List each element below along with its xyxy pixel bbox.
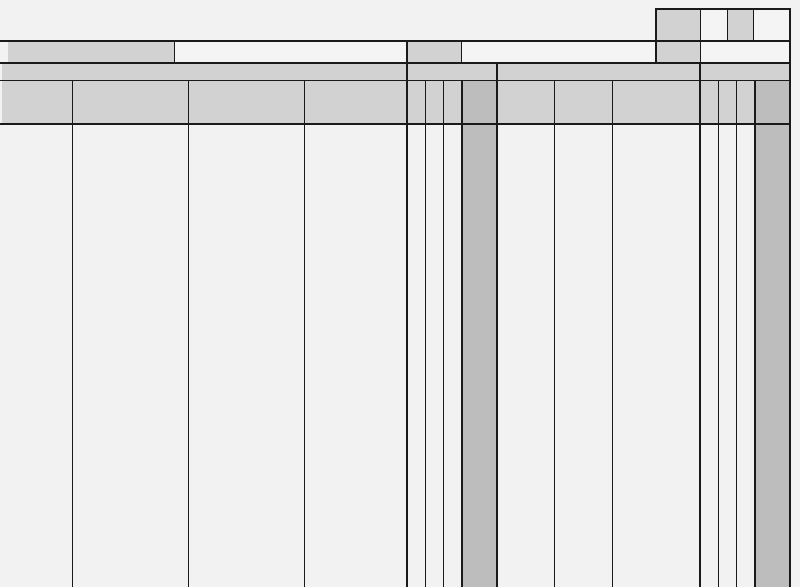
col-result-det: [737, 81, 754, 123]
frame-line: [699, 63, 701, 587]
frame-line: [736, 81, 737, 587]
owner-field[interactable]: [462, 42, 656, 62]
rpn-column-fill: [463, 125, 496, 587]
col-effect: [189, 81, 304, 123]
col-action: [613, 81, 699, 123]
col-result-occ: [719, 81, 736, 123]
frame-line: [0, 80, 790, 81]
result-rpn-column-fill: [756, 125, 789, 587]
col-due-done: [555, 81, 612, 123]
frame-line: [554, 81, 555, 587]
col-sev: [408, 81, 425, 123]
frame-line: [718, 81, 719, 587]
frame-line: [655, 8, 657, 64]
group-background: [2, 64, 406, 80]
of-label: [727, 9, 754, 40]
frame-line: [174, 41, 175, 63]
group-countermeasure: [498, 64, 699, 80]
col-det: [444, 81, 461, 123]
frame-line: [700, 8, 701, 64]
frame-line: [461, 81, 463, 587]
frame-line: [443, 81, 444, 587]
frame-line: [0, 62, 790, 64]
col-result-sev: [701, 81, 718, 123]
col-root-causes: [305, 81, 406, 123]
frame-line: [0, 40, 790, 42]
col-description: [2, 81, 72, 123]
system-field[interactable]: [175, 42, 406, 62]
date-label: [656, 42, 700, 62]
frame-line: [72, 81, 73, 587]
group-rating: [408, 64, 496, 80]
frame-line: [425, 81, 426, 587]
system-label: [8, 42, 174, 62]
frame-line: [304, 81, 305, 587]
frame-line: [496, 63, 498, 587]
col-failure-mode: [73, 81, 188, 123]
frame-line: [0, 123, 790, 125]
frame-line: [655, 8, 790, 10]
frame-line: [753, 8, 754, 41]
frame-line: [754, 81, 756, 587]
frame-line: [406, 41, 408, 587]
col-occ: [426, 81, 443, 123]
col-rpn: [463, 81, 496, 123]
frame-line: [188, 81, 189, 587]
frame-line: [612, 81, 613, 587]
frame-line: [789, 8, 791, 587]
frame-line: [461, 41, 462, 63]
page-number-field[interactable]: [700, 9, 727, 40]
group-results: [701, 64, 789, 80]
col-result-rpn: [756, 81, 789, 123]
date-field[interactable]: [701, 42, 789, 62]
frame-line: [727, 8, 728, 41]
col-owner: [498, 81, 554, 123]
page-total-field[interactable]: [754, 9, 789, 40]
page-label: [656, 9, 700, 40]
owner-label: [408, 42, 461, 62]
